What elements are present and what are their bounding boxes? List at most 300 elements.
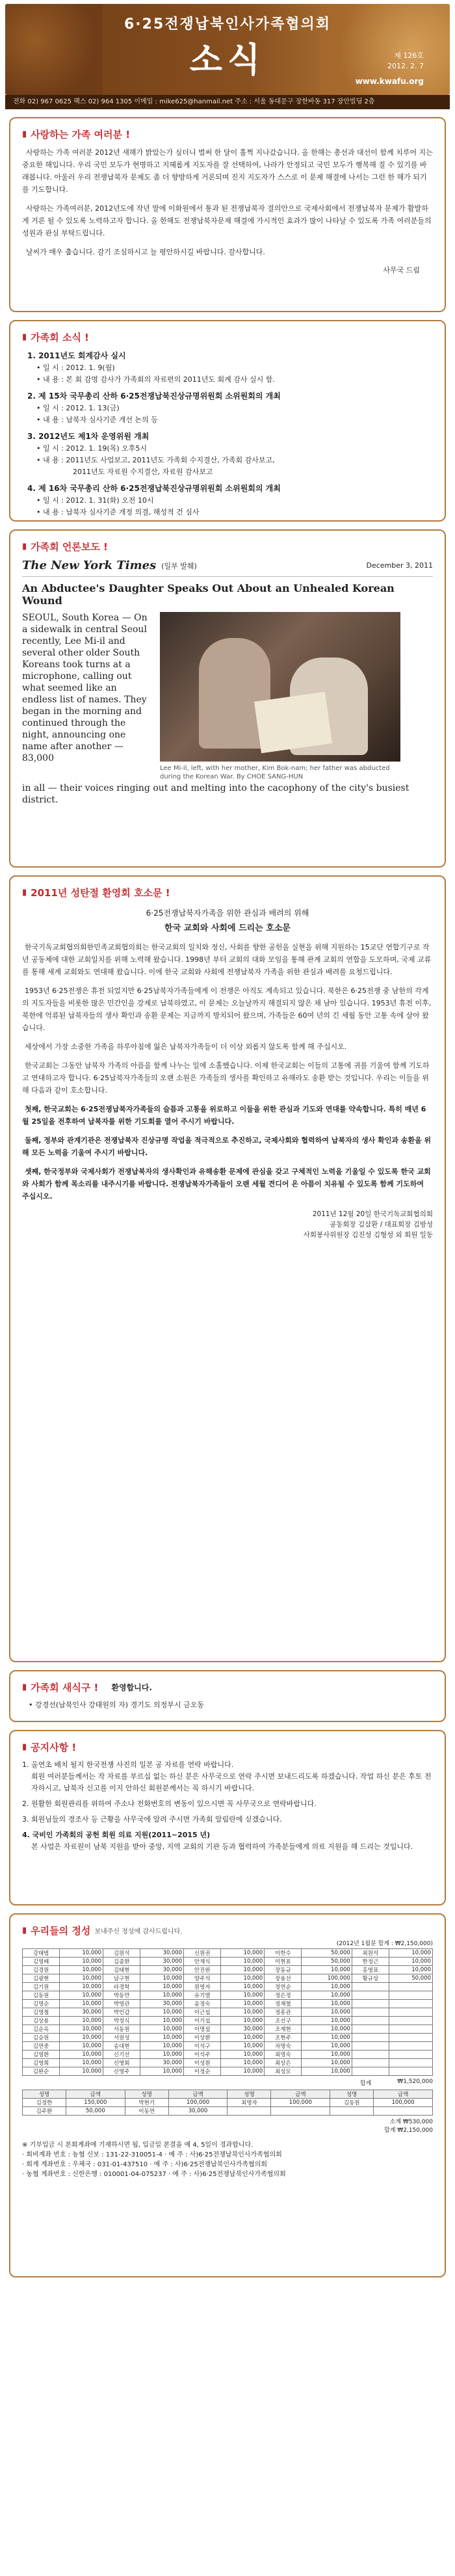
notice-title: 공지사항 ! [31, 1742, 77, 1753]
donation-amount: 10,000 [60, 2000, 103, 2008]
news-item-line: • 내 용 : 본 회 감명 감사가 가족회의 자료편의 2011년도 회계 감사 실시 함. [36, 375, 275, 384]
donor-name: 한정근 [352, 1958, 389, 1966]
donation-row [23, 2034, 433, 2042]
statement-point: 둘째, 정부와 관계기관은 전쟁납북자 진상규명 작업을 적극적으로 추진하고, 국제사회와 협력하여 납북자의 생사 확인과 송환을 위해 모든 노력을 기울여 주시기 바랍니다. [22, 1136, 432, 1157]
donation-amount: 10,000 [221, 2042, 265, 2051]
news-item-line: • 일 시 : 2012. 1. 13(금) [36, 404, 120, 412]
issue-number: 제 126호 [394, 51, 424, 60]
donation-amount: 10,000 [302, 2008, 352, 2017]
donations-subtotal [22, 2078, 433, 2087]
donations-table [22, 1948, 433, 2076]
subtotal-value: ₩1,520,000 [397, 2078, 433, 2085]
signature-line: 2011년 12월 20일 한국기독교회협의회 [312, 1210, 433, 1218]
donor-name [352, 2025, 389, 2034]
notice-item [22, 1829, 433, 1853]
donation-amount: 10,000 [60, 1983, 103, 1991]
donor-name: 김상용 [23, 2017, 60, 2025]
news-title: 가족회 소식 ! [31, 332, 89, 343]
welcome-text: 환영합니다. [111, 1683, 152, 1692]
donations-title: 우리들의 정성 [31, 1925, 91, 1937]
donor-name: 이동연 [125, 2107, 168, 2116]
section-marker-icon: ▮ [22, 888, 27, 897]
masthead [5, 4, 450, 95]
letter-section [9, 117, 446, 312]
new-members-section [9, 1670, 446, 1722]
donations-sums [22, 2118, 433, 2135]
donation-amount: 10,000 [221, 1974, 265, 1983]
donor-name: 장동규 [265, 1966, 302, 1974]
signature-line: 사회봉사위원장 김진성 김형성 외 회원 일동 [303, 1231, 433, 1239]
newsletter-page [0, 4, 455, 2277]
donor-name: 이현표 [265, 1958, 302, 1966]
donor-name: 최명숙 [265, 2051, 302, 2059]
letter-signature: 사무국 드림 [383, 266, 420, 274]
news-item-line: 2011년도 자료원 수지결산, 자료원 감사보고 [73, 468, 213, 476]
donation-amount: 50,000 [66, 2107, 125, 2116]
donation-amount: 10,000 [389, 1949, 432, 1958]
issue-info [387, 51, 424, 72]
donor-name: 정재철 [265, 2000, 302, 2008]
section-title [22, 127, 433, 141]
donation-amount: 100,000 [168, 2099, 228, 2107]
donor-name: 이석구 [184, 2042, 221, 2051]
donation-row [23, 2067, 433, 2076]
donor-name [352, 1983, 389, 1991]
donor-name [352, 2000, 389, 2008]
donor-name: 이정순 [184, 2067, 221, 2076]
donor-name [352, 2051, 389, 2059]
donor-name: 원영자 [184, 1983, 221, 1991]
donor-name: 김정한 [23, 2099, 66, 2107]
notice-section [9, 1730, 446, 1905]
donation-amount: 10,000 [221, 2067, 265, 2076]
photo-document [254, 692, 332, 754]
donation-amount: 10,000 [140, 1983, 184, 1991]
donation-amount: 10,000 [302, 2042, 352, 2051]
donation-column-header: 금액 [374, 2090, 433, 2099]
statement-paragraph: 한국교회는 그동안 납북자 가족의 아픔을 함께 나누는 일에 소홀했습니다. 이제 한국교회는 이들의 고통에 귀를 기울여 함께 기도하고 연대하고자 합니다. 6·25납북자가족들의 오랜 소원은 가족들의 생사를 확인하고 유해라도 송환 받는 것입니다. 우리는 이들을 위해 다음과 같이 호소합니다. [22, 1061, 430, 1095]
news-item-line: • 내 용 : 납북자 심사기준 개정 의결, 해성적 건 심사 [36, 508, 200, 516]
donation-row [23, 1958, 433, 1966]
donation-amount: 10,000 [60, 1949, 103, 1958]
donations-section [9, 1913, 446, 2277]
section-marker-icon: ▮ [22, 542, 27, 551]
donor-name: 김주환 [23, 2107, 66, 2116]
donation-row [23, 2008, 433, 2017]
donation-amount: 10,000 [221, 1966, 265, 1974]
donation-amount: 10,000 [302, 2067, 352, 2076]
donor-name: 박인갑 [103, 2008, 140, 2017]
donor-name: 신영주 [103, 2067, 140, 2076]
donor-name: 김순옥 [23, 2025, 60, 2034]
donor-name: 이석주 [184, 2051, 221, 2059]
donor-name: 서동원 [103, 2025, 140, 2034]
donation-amount: 10,000 [302, 2034, 352, 2042]
donor-name: 김명철 [23, 2008, 60, 2017]
donor-name: 이성원 [184, 2059, 221, 2067]
donation-row [23, 2000, 433, 2008]
donation-amount: 10,000 [140, 2067, 184, 2076]
donation-amount [389, 2017, 432, 2025]
donation-row [23, 1983, 433, 1991]
donor-name [228, 2107, 271, 2116]
donation-header-row [23, 2090, 433, 2099]
account-info [22, 2140, 433, 2179]
sum-line: 소계 ₩530,000 [389, 2119, 433, 2125]
donor-name [352, 1991, 389, 2000]
signature-line: 공동회장 김삼환 / 대표회장 김방성 [330, 1221, 433, 1228]
donation-amount: 30,000 [140, 1966, 184, 1974]
donor-name: 최성모 [265, 2067, 302, 2076]
donation-amount: 10,000 [302, 1966, 352, 1974]
statement-paragraph: 1953년 6·25전쟁은 휴전 되었지만 6·25납북자가족들에게 이 전쟁은 아직도 계속되고 있습니다. 북한은 6·25전쟁 중 남한의 각계의 지도자들을 비롯한 많은 민간인을 강제로 납북하였고, 이 문제는 오늘날까지 해결되지 않은 채 남아 있습니다. 1953년 휴전 이후, 북한에 억류된 납북자들의 생사 확인과 송환 문제는 지금까지 방치되어 왔으며, 가족들은 60여 년의 긴 세월 동안 고통 속에 살아 왔습니다. [22, 987, 432, 1032]
news-item-line: • 일 시 : 2012. 1. 31(화) 오전 10시 [36, 496, 154, 505]
section-title [22, 886, 433, 899]
donor-name: 신기선 [103, 2051, 140, 2059]
section-marker-icon: ▮ [22, 129, 27, 139]
excerpt-note: (일부 발췌) [161, 561, 197, 570]
donor-name: 김영희 [23, 2059, 60, 2067]
donation-amount [389, 2034, 432, 2042]
statement-section [9, 875, 446, 1662]
news-item-line: • 일 시 : 2012. 1. 19(목) 오후5시 [36, 444, 147, 453]
donation-amount: 10,000 [140, 2034, 184, 2042]
news-item [27, 349, 433, 386]
article-lead: SEOUL, South Korea — On a sidewalk in central Seoul recently, Lee Mi-il and several other older South Koreans took turns at a microphone, calling out what seemed like an endless list of names. They began in the morning and continued through the night, announcing one name after another — 83,000 [22, 613, 148, 764]
donation-amount: 10,000 [221, 1949, 265, 1958]
statement-title: 2011년 성탄절 환영회 호소문 ! [31, 887, 170, 899]
nyt-header [22, 559, 433, 577]
donor-name: 김광현 [23, 1974, 60, 1983]
donor-name: 이명섭 [184, 2025, 221, 2034]
section-marker-icon: ▮ [22, 332, 27, 342]
statement-subtitle-2: 한국 교회와 사회에 드리는 호소문 [164, 923, 291, 933]
donor-name: 윤정숙 [184, 2000, 221, 2008]
donation-amount: 30,000 [221, 2025, 265, 2034]
donation-row [23, 1966, 433, 1974]
donor-name: 강태범 [23, 1949, 60, 1958]
org-name: 6·25전쟁납북인사가족협의회 [124, 16, 332, 33]
notice-heading: 3. 회원님들의 경조사 등 근황을 사무국에 알려 주시면 가족회 알림란에 싣겠습니다. [22, 1815, 282, 1824]
donation-amount [389, 2059, 432, 2067]
donor-name: 송대현 [103, 2042, 140, 2051]
donation-amount [271, 2107, 330, 2116]
donor-name: 김연중 [23, 2042, 60, 2051]
contact-bar: 전화 02) 967 0625 팩스 02) 964 1305 이메일 : mike625@hanmail.net 주소 : 서울 동대문구 장한바동 317 장안빌딩 2층 [5, 95, 450, 109]
notice-heading: 4. 국비인 가족회의 공헌 회원 의료 지원(2011~2015 년) [22, 1831, 211, 1839]
press-section [9, 529, 446, 868]
donor-name: 김명순 [23, 2000, 60, 2008]
statement-paragraph: 세상에서 가장 소중한 가족을 하루아침에 잃은 납북자가족들이 더 이상 외롭지 않도록 함께 해 주십시오. [25, 1042, 347, 1051]
donor-name: 안진완 [184, 1966, 221, 1974]
letter-paragraph: 사랑하는 가족 여러분 2012년 새해가 밝았는가 싶더니 벌써 한 달이 훌쩍 지나갔습니다. 올 한해는 총선과 대선이 함께 치루어 지는 중요한 해입니다. 우리 국민 모두가 현명하고 지혜롭게 지도자를 잘 선택하여, 나라가 안정되고 국민 모두가 행복해 질 수 있기를 바래봅니다. 아울러 우리 전쟁납북자 문제도 좀 더 향방하게 거론되며 진지 지도자가 스스로 이 문제 해결에 나서는 그런 한 해가 되기를 기도합니다. [22, 148, 433, 194]
donor-name: 이한수 [265, 1949, 302, 1958]
article-headline: An Abductee's Daughter Speaks Out About an Unhealed Korean Wound [22, 582, 395, 607]
donation-amount: 50,000 [389, 1974, 432, 1983]
donor-name: 황규상 [352, 1974, 389, 1983]
donor-name [352, 2017, 389, 2025]
donation-amount: 10,000 [60, 2034, 103, 2042]
donor-name: 라경학 [103, 1983, 140, 1991]
letter-paragraph: 사랑하는 가족여러분, 2012년도에 작년 말에 이화원에서 통과 된 전쟁납북자 결의안으로 국제사회에서 전쟁납북자 문제가 활발하게 거론 될 수 있도록 노력하고자 합니다. 올 한해도 전쟁납북자문제 해결에 가시적인 효과가 많이 나타날 수 있도록 가족 여러분들의 성원과 관심 부탁드립니다. [22, 204, 432, 237]
account-line: · 회계 계좌번호 : 우체국 : 031-01-437510 · 예 주 : 사)6·25전쟁납북인사가족협의회 [22, 2161, 267, 2168]
news-item-heading: 1. 2011년도 회계감사 실시 [27, 351, 126, 360]
donor-name: 장용선 [265, 1974, 302, 1983]
statement-paragraph: 한국기독교회협의회한민족교회협의회는 한국교회의 일치와 정신, 사회를 향한 공헌을 실현을 위해 지원하는 15교단 연합기구로 작년 공동체에 대한 교회일치를 위해 노력해 왔습니다. 1998년 부터 교회의 대화 모임을 통해 관계 교회의 연합을 도모하며, 국제 교류를 통해 세계 교회와도 연대해 왔습니다. 이에 한국 교회와 사회에 전쟁납북자 가족을 위한 관심과 배려를 요청드립니다. [22, 943, 432, 976]
donor-name: 신영회 [103, 2059, 140, 2067]
notice-item [22, 1798, 433, 1810]
article-photo-block [160, 612, 400, 781]
donation-amount: 10,000 [221, 2059, 265, 2067]
statement-signature [22, 1209, 433, 1240]
donation-amount: 10,000 [221, 2000, 265, 2008]
donor-name: 최상은 [265, 2059, 302, 2067]
donation-amount [389, 1991, 432, 2000]
donor-name: 이상환 [184, 2034, 221, 2042]
donation-amount: 10,000 [302, 1991, 352, 2000]
donation-amount: 10,000 [140, 2008, 184, 2017]
donor-name: 정은정 [265, 1991, 302, 2000]
donation-amount [389, 2000, 432, 2008]
donation-amount: 50,000 [302, 1958, 352, 1966]
donation-amount: 10,000 [140, 2042, 184, 2051]
donor-name: 김기원 [23, 1983, 60, 1991]
donation-amount: 10,000 [302, 2017, 352, 2025]
news-item-heading: 4. 제 16차 국무총리 산하 6·25전쟁납북진상규명위원회 소위원회의 개최 [27, 484, 281, 493]
donor-name: 박현기 [125, 2099, 168, 2107]
donor-name: 최원석 [352, 1949, 389, 1958]
donation-row [23, 2059, 433, 2067]
donation-amount: 10,000 [221, 1958, 265, 1966]
donation-amount: 10,000 [60, 1966, 103, 1974]
donation-row [23, 1974, 433, 1983]
donation-amount: 10,000 [60, 2017, 103, 2025]
donation-amount: 10,000 [221, 2008, 265, 2017]
donations-table-2 [22, 2090, 433, 2116]
account-line: · 농협 계좌번호 : 신한은행 : 010001-04-075237 · 예 주 : 사)6·25전쟁납북인사가족협의회 [22, 2171, 286, 2178]
donation-amount: 10,000 [140, 1974, 184, 1983]
donor-name: 박동만 [103, 1991, 140, 2000]
donation-amount [389, 1983, 432, 1991]
section-title [22, 1740, 433, 1754]
section-title [22, 1924, 182, 1937]
press-title: 가족회 언론보도 ! [31, 541, 108, 553]
donation-amount [389, 2051, 432, 2059]
donor-name: 남구현 [103, 1974, 140, 1983]
section-marker-icon: ▮ [22, 1742, 27, 1752]
donor-name: 정흥관 [265, 2008, 302, 2017]
donation-amount: 10,000 [60, 1958, 103, 1966]
donation-amount: 30,000 [140, 1958, 184, 1966]
donor-name: 서원성 [103, 2034, 140, 2042]
news-item-line: • 일 시 : 2012. 1. 9(월) [36, 364, 115, 372]
donation-amount: 10,000 [221, 1991, 265, 2000]
donation-amount: 150,000 [66, 2099, 125, 2107]
donation-row [23, 2042, 433, 2051]
news-item-heading: 2. 제 15차 국무총리 산하 6·25전쟁납북진상규명위원회 소위원회의 개최 [27, 392, 281, 401]
letter-paragraph: 날씨가 매우 춥습니다. 감기 조심하시고 늘 평안하시길 바랍니다. 감사합니다. [26, 248, 265, 256]
donations-note: 보내주신 정성에 감사드립니다. [94, 1928, 183, 1935]
donor-name: 김영환 [23, 2051, 60, 2059]
donor-name: 신원권 [184, 1949, 221, 1958]
donor-name: 김원석 [103, 1949, 140, 1958]
photo-caption: Lee Mi-il, left, with her mother, Kim Bok-nam; her father was abducted during the Korean War. By CHOE SANG-HUN [160, 765, 390, 780]
donation-column-header: 성명 [330, 2090, 374, 2099]
donation-row [23, 2107, 433, 2116]
donations-total-note: (2012년 1월분 합계 : ₩2,150,000) [336, 1941, 433, 1947]
donation-amount: 10,000 [60, 2067, 103, 2076]
donation-amount: 10,000 [140, 1991, 184, 2000]
donor-name: 박정식 [103, 2017, 140, 2025]
donation-amount: 10,000 [140, 2051, 184, 2059]
donation-amount: 10,000 [60, 2059, 103, 2067]
notice-heading: 2. 원활한 회원관리를 위하여 주소나 전화번호의 변동이 있으시면 꼭 사무국으로 연락바랍니다. [22, 1799, 317, 1808]
news-item-line: • 내 용 : 납북자 심사기준 개선 논의 등 [36, 416, 158, 424]
donation-amount: 100,000 [271, 2099, 330, 2107]
donations-header [22, 1924, 433, 1937]
donor-name: 박영관 [103, 2000, 140, 2008]
donor-name: 유기열 [184, 1991, 221, 2000]
donation-amount: 50,000 [302, 1949, 352, 1958]
donor-name: 김종환 [103, 1958, 140, 1966]
donation-column-header: 성명 [228, 2090, 271, 2099]
donor-name: 김승원 [23, 2034, 60, 2042]
donor-name [352, 2034, 389, 2042]
donation-amount: 10,000 [60, 2042, 103, 2051]
donation-row [23, 2017, 433, 2025]
section-marker-icon: ▮ [22, 1926, 27, 1935]
news-section [9, 320, 446, 522]
donation-amount [389, 2067, 432, 2076]
donor-name: 이기섭 [184, 2017, 221, 2025]
donor-name: 김경원 [23, 1966, 60, 1974]
donor-name [352, 2008, 389, 2017]
donation-amount: 10,000 [140, 2025, 184, 2034]
donation-amount: 10,000 [302, 2059, 352, 2067]
donation-amount: 10,000 [302, 1983, 352, 1991]
donation-amount: 10,000 [60, 2051, 103, 2059]
notice-detail: 본 사업은 자료원이 남북 지원을 받아 중앙, 지역 교회의 기관 등과 협력하여 가족분들에게 의료 지원을 해 드리는 것입니다. [31, 1842, 413, 1851]
news-item [27, 430, 433, 478]
new-members-title: 가족회 새식구 ! [31, 1682, 99, 1693]
article-body [22, 612, 433, 781]
donor-name: 김태현 [103, 1966, 140, 1974]
statement-subtitle: 6·25전쟁납북자가족을 위한 관심과 배려의 위해 [146, 909, 309, 918]
donor-name: 이근섭 [184, 2008, 221, 2017]
donation-amount: 10,000 [302, 2051, 352, 2059]
donation-amount [389, 2008, 432, 2017]
donor-name: 김영배 [23, 1958, 60, 1966]
donation-column-header: 성명 [125, 2090, 168, 2099]
donation-amount: 10,000 [302, 2025, 352, 2034]
news-item [27, 390, 433, 426]
section-title [22, 330, 433, 344]
donation-amount: 100,000 [302, 1974, 352, 1983]
donor-name: 양주석 [184, 1974, 221, 1983]
account-line: ※ 기부입금 시 본회계좌에 기재하시면 됩, 입금일 본결을 예 4, 5일이 경과합니다. [22, 2142, 254, 2149]
notice-item [22, 1759, 433, 1794]
donation-column-header: 금액 [66, 2090, 125, 2099]
donation-amount: 10,000 [221, 2051, 265, 2059]
donor-name: 김완순 [23, 2067, 60, 2076]
donation-amount: 30,000 [140, 1949, 184, 1958]
donor-name: 김동원 [330, 2099, 374, 2107]
donation-amount [374, 2107, 433, 2116]
news-item-heading: 3. 2012년도 제1차 운영위원 개최 [27, 432, 150, 441]
nyt-logo: The New York Times [22, 559, 157, 572]
donation-amount: 30,000 [140, 2000, 184, 2008]
website-link[interactable]: www.kwafu.org [355, 77, 424, 86]
donation-row [23, 2025, 433, 2034]
notice-detail: 회원 여러분들께서는 작 자료를 부르십 없는 하신 분은 사무국으로 연락 주시면 보내드리도록 하겠습니다. 작업 하신 분은 후토 전자하시고, 납북자 신고를 이지 안하신 회원분께서는 꼭 하시기 바랍니다. [31, 1772, 432, 1792]
donor-name: 홍영표 [352, 1966, 389, 1974]
article-tail: in all — their voices ringing out and melting into the cacophony of the city's busiest district. [22, 783, 410, 805]
account-line: · 회비계좌 번호 : 농협 신보 : 131-22-310051-4 · 예 주 : 사)6·25전쟁납북인사가족협의회 [22, 2151, 282, 2158]
donor-name [352, 2067, 389, 2076]
statement-point: 첫째, 한국교회는 6·25전쟁납북자가족들의 슬픔과 고통을 위로하고 이들을 위한 관심과 기도와 연대를 약속합니다. 특히 매년 6월 25일을 전후하여 납북자를 위한 기도회를 열어 주시기 바랍니다. [22, 1105, 426, 1126]
donor-name [352, 2059, 389, 2067]
donation-column-header: 성명 [23, 2090, 66, 2099]
statement-point: 셋째, 한국정부와 국제사회가 전쟁납북자의 생사확인과 유해송환 문제에 관심을 갖고 구체적인 노력을 기울일 수 있도록 한국 교회와 사회가 함께 목소리를 내주시기를 바랍니다. 전쟁납북자가족들이 오랜 세월 견디어 온 아픔이 치유될 수 있도록 함께 기도하여 주십시오. [22, 1167, 431, 1201]
donation-amount: 10,000 [221, 1983, 265, 1991]
donation-amount: 30,000 [140, 2059, 184, 2067]
donation-amount: 10,000 [389, 1958, 432, 1966]
donation-column-header: 금액 [271, 2090, 330, 2099]
news-item [27, 482, 433, 518]
donation-amount: 10,000 [60, 1974, 103, 1983]
article-photo [160, 612, 400, 762]
donor-name: 정연순 [265, 1983, 302, 1991]
donation-amount: 10,000 [140, 2017, 184, 2025]
donation-amount [389, 2025, 432, 2034]
donor-name: 조재현 [265, 2025, 302, 2034]
donation-amount: 10,000 [60, 2025, 103, 2034]
section-title [22, 540, 433, 553]
donor-name: 조현주 [265, 2034, 302, 2042]
donation-amount: 10,000 [389, 1966, 432, 1974]
issue-date: 2012. 2. 7 [387, 62, 424, 70]
donation-amount: 10,000 [302, 2000, 352, 2008]
article-date: December 3, 2011 [366, 561, 433, 570]
sum-line: 합계 ₩2,150,000 [384, 2127, 433, 2134]
donor-name: 차명숙 [265, 2042, 302, 2051]
donation-amount [389, 2042, 432, 2051]
donation-amount: 100,000 [374, 2099, 433, 2107]
donation-amount: 10,000 [221, 2034, 265, 2042]
donor-name [330, 2107, 374, 2116]
donor-name: 조선구 [265, 2017, 302, 2025]
donation-amount: 30,000 [168, 2107, 228, 2116]
subtotal-label: 합계 [359, 2080, 372, 2087]
section-title [22, 1680, 433, 1694]
donor-name: 안재식 [184, 1958, 221, 1966]
donation-row [23, 1991, 433, 2000]
donation-amount: 30,000 [60, 2008, 103, 2017]
newsletter-title: 소식 [189, 40, 266, 80]
donation-amount: 10,000 [221, 2017, 265, 2025]
news-item-line: • 내 용 : 2011년도 사업보고, 2011년도 가족회 수지결산, 가족회 감사보고, [36, 456, 275, 464]
letter-title: 사랑하는 가족 여러분 ! [31, 129, 131, 140]
donation-row [23, 2051, 433, 2059]
new-member-entry: • 강경선(납북인사 강태원의 자) 경기도 의정부시 금오동 [29, 1701, 204, 1709]
donor-name: 최명자 [228, 2099, 271, 2107]
donation-row [23, 2099, 433, 2107]
donor-name [352, 2042, 389, 2051]
donation-amount: 10,000 [60, 1991, 103, 2000]
donor-name: 김동원 [23, 1991, 60, 2000]
donation-row [23, 1949, 433, 1958]
donation-column-header: 금액 [168, 2090, 228, 2099]
